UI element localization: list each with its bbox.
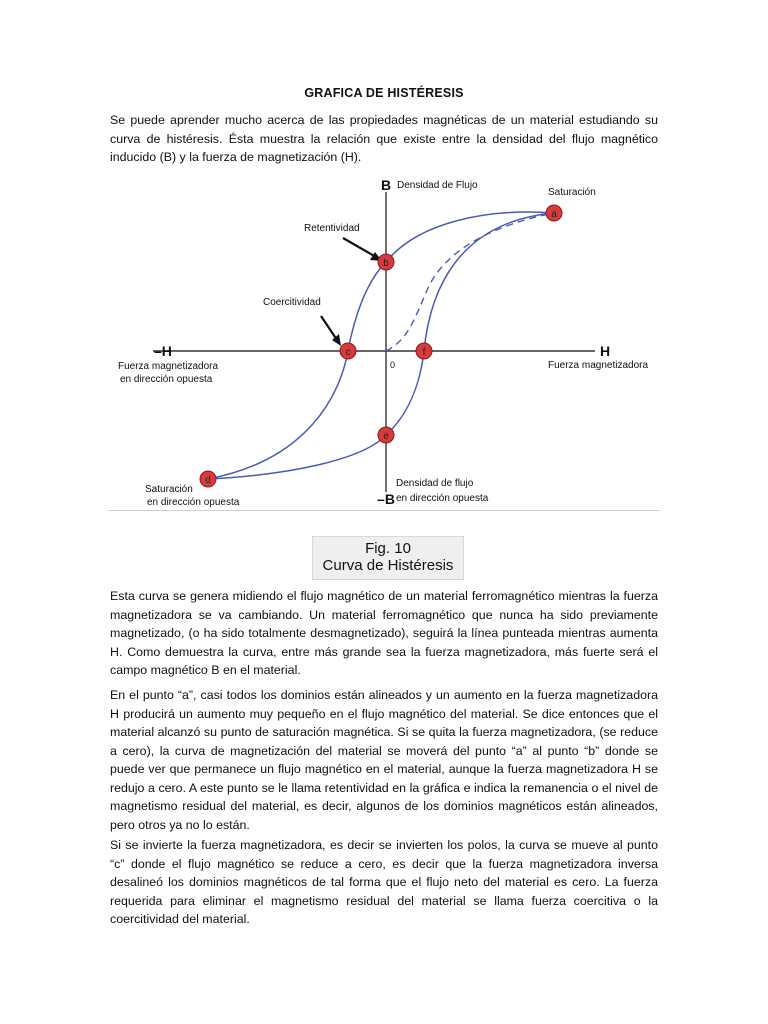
point-a [546,205,562,221]
retentivity-arrow [343,238,376,257]
saturation-negative-line1: Saturación [145,484,193,495]
caption-line2: Curva de Histéresis [322,557,454,574]
point-c [340,343,356,359]
b-negative-description-line1: Densidad de flujo [396,478,474,489]
figure-caption [312,536,464,580]
axis-b-neg-label: –B [377,491,395,507]
paragraph-1: Esta curva se genera midiendo el flujo magnético de un material ferromagnético mientras la fuerza magnetizadora se va cambiando. Un material ferromagnético que nunca ha sido previamente magnetizado, (o ha sido totalmente desmagnetizado), seguirá la línea punteada mientras aumenta H. Como demuestra la curva, entre más grande sea la fuerza magnetizadora, más fuerte será el campo magnético B en el material. [110,589,658,677]
h-positive-description: Fuerza magnetizadora [548,360,649,371]
h-negative-description-line2: en dirección opuesta [120,374,213,385]
hysteresis-figure [108,170,660,515]
paragraph-2: En el punto “a”, casi todos los dominios están alineados y un aumento en la fuerza magnetizadora H producirá un aumento muy pequeño en el flujo magnético del material. Se dice entonces que el material alcanzó su punto de saturación magnética. Si se quita la fuerza magnetizadora, (se reduce a cero), la curva de magnetización del material se moverá del punto “a” al punto “b” donde se puede ver que permanece un flujo magnético en el material, aunque la fuerza magnetizadora H se redujo a cero. A este punto se le llama retentividad en la gráfica e indica la remanencia o el nivel de magnetismo residual del material, es decir, algunos de los dominios magnéticos están alineados, pero otros ya no lo están. [110,688,658,832]
figure-divider [108,510,660,511]
svg-text:d: d [205,475,211,486]
b-negative-description-line2: en dirección opuesta [396,493,489,504]
point-b [378,254,394,270]
saturation-negative-line2: en dirección opuesta [147,497,240,508]
svg-text:b: b [383,258,389,269]
saturation-label: Saturación [548,187,596,198]
h-negative-description-line1: Fuerza magnetizadora [118,361,219,372]
axis-h-label: H [600,343,611,359]
initial-magnetization-curve [386,213,554,351]
retentivity-label: Retentividad [304,223,360,234]
axis-b-label: B [380,177,392,193]
origin-label: 0 [390,360,396,370]
point-e [378,427,394,443]
coercivity-label: Coercitividad [263,297,321,308]
coercivity-arrow [321,316,337,340]
point-d [200,471,216,487]
paragraph-3: Si se invierte la fuerza magnetizadora, es decir se invierten los polos, la curva se mueve al punto “c” donde el flujo magnético se reduce a cero, es decir que la fuerza magnetizadora inversa desalineó los dominios magnéticos de tal forma que el flujo neto del material es cero. La fuerza requerida para eliminar el magnetismo residual del material se llama fuerza coercitiva o la coercitividad del material. [110,838,658,926]
svg-text:a: a [551,209,557,220]
intro-paragraph: Se puede aprender mucho acerca de las propiedades magnéticas de un material estudiando su curva de histéresis. Ésta muestra la relación que existe entre la densidad del flujo magnético inducido (B) y la fuerza de magnetización (H). [110,113,658,164]
b-positive-description: Densidad de Flujo [397,180,478,191]
svg-text:c: c [345,347,351,358]
caption-line1: Fig. 10 [365,540,411,557]
svg-text:f: f [422,347,426,358]
svg-text:e: e [383,431,389,442]
page-title: GRAFICA DE HISTÉRESIS [304,86,464,100]
point-f [416,343,432,359]
axis-h-neg-label: –H [154,343,172,359]
